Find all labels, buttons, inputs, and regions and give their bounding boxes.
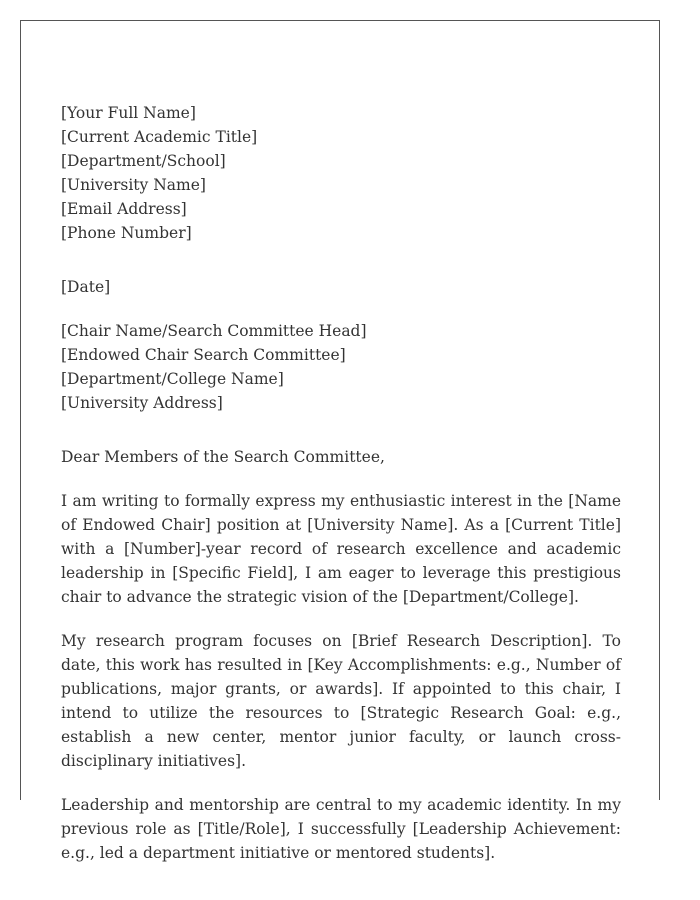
- recipient-department: [Department/College Name]: [61, 370, 284, 388]
- sender-email: [Email Address]: [61, 200, 187, 218]
- sender-block: [61, 101, 621, 245]
- recipient-name: [Chair Name/Search Committee Head]: [61, 322, 367, 340]
- body-paragraph: Leadership and mentorship are central to my academic identity. In my previous role as [Title/Role], I successfully [Leadership Achievement: e.g., led a department initiative or mentored students].: [61, 796, 621, 862]
- spacer: [61, 773, 621, 793]
- sender-phone: [Phone Number]: [61, 224, 192, 242]
- sender-name: [Your Full Name]: [61, 104, 196, 122]
- recipient-address: [University Address]: [61, 394, 223, 412]
- letter-page: [20, 20, 660, 862]
- spacer: [61, 609, 621, 629]
- body-paragraph: My research program focuses on [Brief Research Description]. To date, this work has resulted in [Key Accomplishments: e.g., Number of publications, major grants, or awards]. If appointed to this chair, I intend to utilize the resources to [Strategic Research Goal: e.g., establish a new center, mentor junior faculty, or launch cross-disciplinary initiatives].: [61, 632, 621, 770]
- sender-university: [University Name]: [61, 176, 206, 194]
- letter-body: [61, 101, 621, 865]
- body-paragraph: I am writing to formally express my enthusiastic interest in the [Name of Endowed Chair] position at [University Name]. As a [Current Title] with a [Number]-year record of research excellence and academic leadership in [Specific Field], I am eager to leverage this prestigious chair to advance the strategic vision of the [Department/College].: [61, 492, 621, 606]
- date-block: [61, 275, 621, 299]
- recipient-block: [61, 319, 621, 415]
- spacer: [61, 299, 621, 319]
- recipient-committee: [Endowed Chair Search Committee]: [61, 346, 346, 364]
- spacer: [61, 469, 621, 489]
- sender-department: [Department/School]: [61, 152, 226, 170]
- spacer: [61, 245, 621, 275]
- spacer: [61, 415, 621, 445]
- salutation: Dear Members of the Search Committee,: [61, 448, 385, 466]
- sender-title: [Current Academic Title]: [61, 128, 258, 146]
- letter-date: [Date]: [61, 278, 111, 296]
